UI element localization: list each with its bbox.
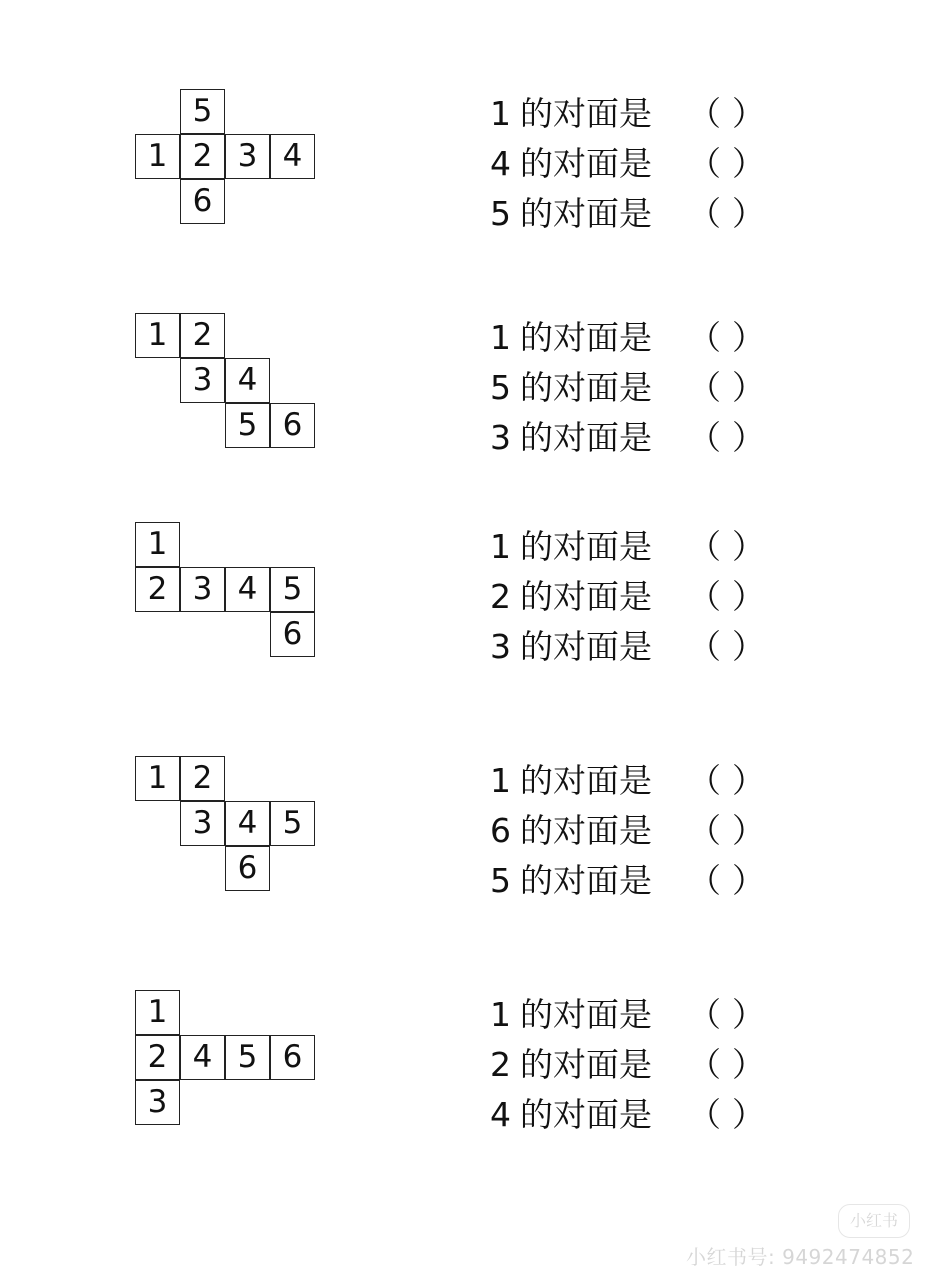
questions-2 xyxy=(490,313,790,463)
net-cell: 6 xyxy=(180,179,225,224)
answer-open: （ xyxy=(688,995,721,1034)
answer-close: ） xyxy=(732,194,765,233)
face-number: 6 xyxy=(490,811,511,850)
answer-close: ） xyxy=(732,861,765,900)
question-text: 的对面是 xyxy=(520,368,652,407)
question-text: 的对面是 xyxy=(520,1095,652,1134)
net-cell: 1 xyxy=(135,522,180,567)
answer-open: （ xyxy=(688,418,721,457)
face-number: 1 xyxy=(490,527,511,566)
answer-open: （ xyxy=(688,627,721,666)
questions-1 xyxy=(490,89,790,239)
question-row xyxy=(490,413,790,463)
question-row xyxy=(490,990,790,1040)
question-row xyxy=(490,806,790,856)
net-cell: 5 xyxy=(270,567,315,612)
question-row xyxy=(490,756,790,806)
net-cell: 1 xyxy=(135,990,180,1035)
cube-net-4 xyxy=(135,756,335,906)
question-text: 的对面是 xyxy=(520,1045,652,1084)
face-number: 3 xyxy=(490,418,511,457)
face-number: 1 xyxy=(490,761,511,800)
net-cell: 6 xyxy=(270,612,315,657)
net-cell: 3 xyxy=(225,134,270,179)
net-cell: 4 xyxy=(180,1035,225,1080)
net-cell: 2 xyxy=(135,1035,180,1080)
question-text: 的对面是 xyxy=(520,995,652,1034)
question-text: 的对面是 xyxy=(520,418,652,457)
answer-close: ） xyxy=(732,418,765,457)
question-row xyxy=(490,139,790,189)
question-text: 的对面是 xyxy=(520,577,652,616)
answer-open: （ xyxy=(688,761,721,800)
question-row xyxy=(490,1090,790,1140)
answer-close: ） xyxy=(732,144,765,183)
answer-close: ） xyxy=(732,627,765,666)
questions-3 xyxy=(490,522,790,672)
answer-open: （ xyxy=(688,527,721,566)
net-cell: 6 xyxy=(225,846,270,891)
answer-close: ） xyxy=(732,368,765,407)
net-cell: 4 xyxy=(225,801,270,846)
face-number: 5 xyxy=(490,194,511,233)
net-cell: 5 xyxy=(270,801,315,846)
answer-open: （ xyxy=(688,194,721,233)
net-cell: 2 xyxy=(180,134,225,179)
cube-net-3 xyxy=(135,522,335,672)
net-cell: 2 xyxy=(180,756,225,801)
question-text: 的对面是 xyxy=(520,761,652,800)
answer-close: ） xyxy=(732,811,765,850)
net-cell: 5 xyxy=(225,1035,270,1080)
answer-close: ） xyxy=(732,1045,765,1084)
question-row xyxy=(490,313,790,363)
question-text: 的对面是 xyxy=(520,144,652,183)
face-number: 1 xyxy=(490,995,511,1034)
face-number: 3 xyxy=(490,627,511,666)
question-row xyxy=(490,622,790,672)
answer-open: （ xyxy=(688,318,721,357)
answer-open: （ xyxy=(688,368,721,407)
cube-net-5 xyxy=(135,990,335,1140)
watermark-id: 小红书号: 9492474852 xyxy=(686,1245,915,1269)
answer-close: ） xyxy=(732,94,765,133)
net-cell: 1 xyxy=(135,756,180,801)
net-cell: 6 xyxy=(270,1035,315,1080)
answer-open: （ xyxy=(688,811,721,850)
face-number: 1 xyxy=(490,94,511,133)
question-text: 的对面是 xyxy=(520,861,652,900)
net-cell: 2 xyxy=(180,313,225,358)
net-cell: 3 xyxy=(180,801,225,846)
net-cell: 3 xyxy=(135,1080,180,1125)
face-number: 1 xyxy=(490,318,511,357)
face-number: 5 xyxy=(490,368,511,407)
question-row xyxy=(490,572,790,622)
question-row xyxy=(490,522,790,572)
answer-close: ） xyxy=(732,1095,765,1134)
questions-4 xyxy=(490,756,790,906)
watermark-logo: 小红书 xyxy=(838,1204,910,1238)
net-cell: 4 xyxy=(225,567,270,612)
net-cell: 3 xyxy=(180,358,225,403)
questions-5 xyxy=(490,990,790,1140)
net-cell: 6 xyxy=(270,403,315,448)
cube-net-1 xyxy=(135,89,335,239)
answer-close: ） xyxy=(732,577,765,616)
answer-open: （ xyxy=(688,94,721,133)
answer-close: ） xyxy=(732,318,765,357)
net-cell: 4 xyxy=(225,358,270,403)
net-cell: 3 xyxy=(180,567,225,612)
question-row xyxy=(490,89,790,139)
answer-open: （ xyxy=(688,1095,721,1134)
question-text: 的对面是 xyxy=(520,318,652,357)
net-cell: 1 xyxy=(135,134,180,179)
answer-open: （ xyxy=(688,144,721,183)
face-number: 5 xyxy=(490,861,511,900)
question-text: 的对面是 xyxy=(520,627,652,666)
face-number: 2 xyxy=(490,577,511,616)
net-cell: 1 xyxy=(135,313,180,358)
question-row xyxy=(490,363,790,413)
face-number: 2 xyxy=(490,1045,511,1084)
answer-close: ） xyxy=(732,527,765,566)
net-cell: 2 xyxy=(135,567,180,612)
question-row xyxy=(490,1040,790,1090)
question-text: 的对面是 xyxy=(520,811,652,850)
answer-open: （ xyxy=(688,577,721,616)
question-text: 的对面是 xyxy=(520,194,652,233)
question-row xyxy=(490,189,790,239)
net-cell: 4 xyxy=(270,134,315,179)
face-number: 4 xyxy=(490,144,511,183)
cube-net-2 xyxy=(135,313,335,463)
answer-close: ） xyxy=(732,761,765,800)
question-text: 的对面是 xyxy=(520,527,652,566)
net-cell: 5 xyxy=(225,403,270,448)
answer-open: （ xyxy=(688,861,721,900)
answer-open: （ xyxy=(688,1045,721,1084)
question-row xyxy=(490,856,790,906)
question-text: 的对面是 xyxy=(520,94,652,133)
face-number: 4 xyxy=(490,1095,511,1134)
net-cell: 5 xyxy=(180,89,225,134)
answer-close: ） xyxy=(732,995,765,1034)
